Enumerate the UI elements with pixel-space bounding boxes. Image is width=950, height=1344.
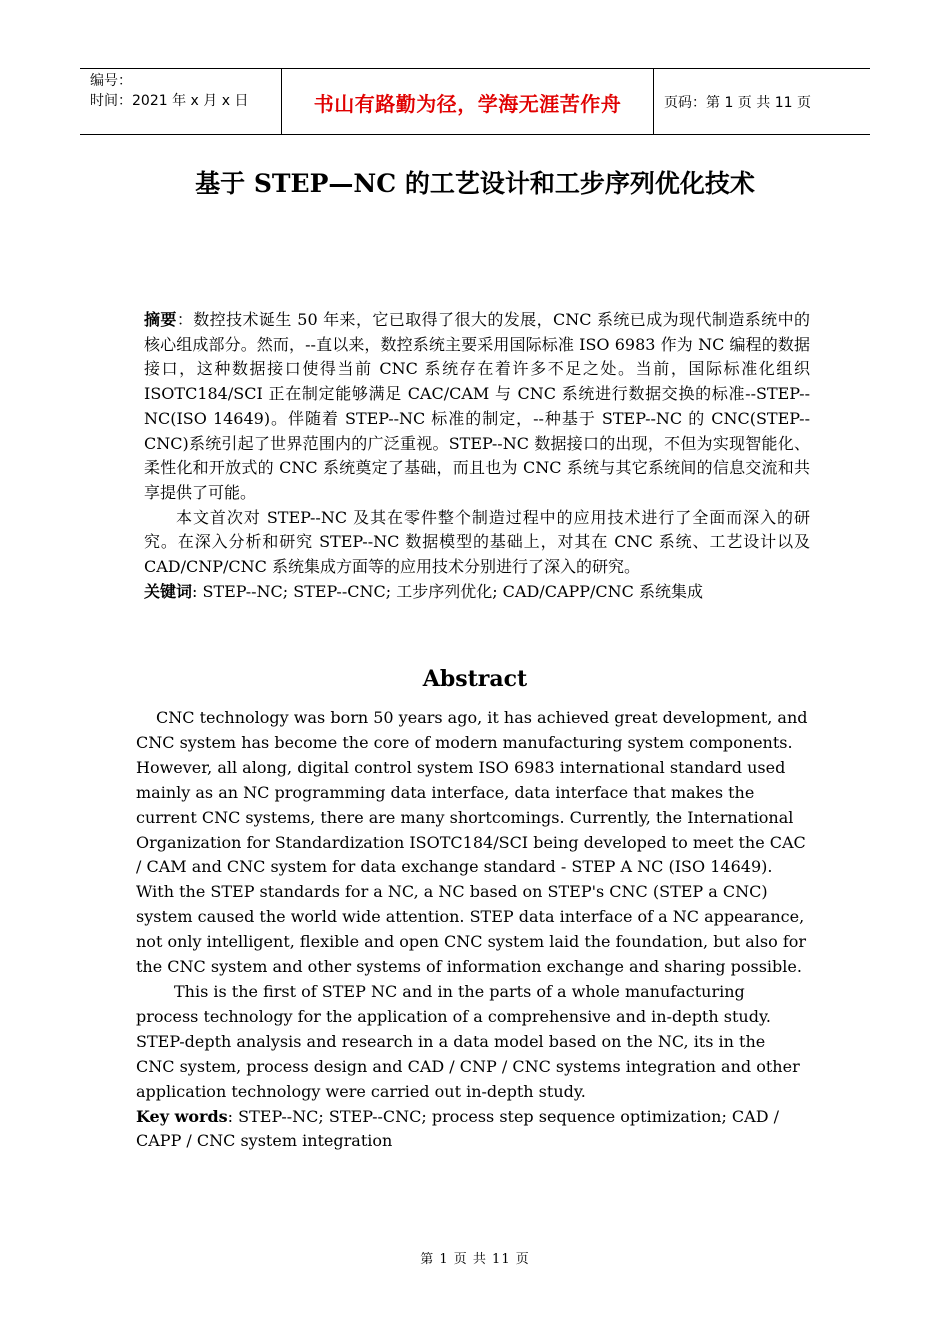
chinese-keywords-text: : STEP--NC; STEP--CNC; 工步序列优化; CAD/CAPP/CNC 系统集成 (192, 581, 703, 601)
english-abstract-paragraph-2: This is the first of STEP NC and in the parts of a whole manufacturing process technology for the application of a comprehensive and in-depth study. STEP-depth analysis and research in a data model based on the NC, its in the CNC system, process design and CAD / CNP / CNC systems integration and other application technology were carried out in-depth study. (136, 981, 800, 1101)
chinese-keywords-label: 关键词 (144, 581, 193, 601)
document-header (80, 68, 870, 135)
chinese-abstract-paragraph-1 (144, 308, 810, 506)
english-abstract-paragraph-1: CNC technology was born 50 years ago, it has achieved great development, and CNC system has become the core of modern manufacturing system components. However, all along, digital control system ISO 6983 international standard used mainly as an NC programming data interface, data interface that makes the current CNC systems, there are many shortcomings. Currently, the International Organization for Standardization ISOTC184/SCI being developed to meet the CAC / CAM and CNC system for data exchange standard - STEP A NC (ISO 14649). With the STEP standards for a NC, a NC based on STEP's CNC (STEP a CNC) system caused the world wide attention. STEP data interface of a NC appearance, not only intelligent, flexible and open CNC system laid the foundation, but also for the CNC system and other systems of information exchange and sharing possible. (136, 708, 808, 977)
chinese-abstract-label: 摘要 (144, 310, 177, 329)
header-page-cell (654, 69, 870, 135)
english-keywords-text: : STEP--NC; STEP--CNC; process step sequence optimization; CAD / CAPP / CNC system integration (136, 1106, 780, 1151)
document-title: 基于 STEP—NC 的工艺设计和工步序列优化技术 (195, 169, 755, 198)
document-number-label: 编号： (90, 73, 132, 89)
chinese-abstract-text-1: ：数控技术诞生 50 年来，它已取得了很大的发展，CNC 系统已成为现代制造系统中的核心组成部分。然而，--直以来，数控系统主要采用国际标准 ISO 6983 作为 NC 编程的数据接口，这种数据接口使得当前 CNC 系统存在着许多不足之处。当前，国际标准化组织 ISOTC184/SCI 正在制定能够满足 CAC/CAM 与 CNC 系统进行数据交换的标准--STEP--NC(ISO 14649)。伴随着 STEP--NC 标准的制定，--种基于 STEP--NC 的 CNC(STEP--CNC)系统引起了世界范围内的广泛重视。STEP--NC 数据接口的出现，不但为实现智能化、柔性化和开放式的 CNC 系统奠定了基础，而且也为 CNC 系统与其它系统间的信息交流和共享提供了可能。 (144, 310, 810, 502)
chinese-abstract (144, 308, 810, 604)
header-motto-cell (282, 69, 654, 135)
header-motto: 书山有路勤为径，学海无涯苦作舟 (313, 91, 622, 116)
chinese-keywords (144, 580, 810, 605)
document-date: 时间：2021 年 x 月 x 日 (90, 93, 249, 109)
page-footer: 第 1 页 共 11 页 (420, 1252, 530, 1267)
header-page-info: 页码：第 1 页 共 11 页 (664, 95, 811, 111)
header-meta-cell (80, 69, 282, 135)
chinese-abstract-paragraph-2: 本文首次对 STEP--NC 及其在零件整个制造过程中的应用技术进行了全面而深入的研究。在深入分析和研究 STEP--NC 数据模型的基础上，对其在 CNC 系统、工艺设计以及 CAD/CNP/CNC 系统集成方面等的应用技术分别进行了深入的研究。 (144, 507, 810, 577)
english-abstract-heading: Abstract (422, 666, 528, 692)
english-abstract (136, 706, 808, 1154)
english-keywords-label: Key words (136, 1106, 228, 1126)
english-keywords (136, 1105, 808, 1155)
